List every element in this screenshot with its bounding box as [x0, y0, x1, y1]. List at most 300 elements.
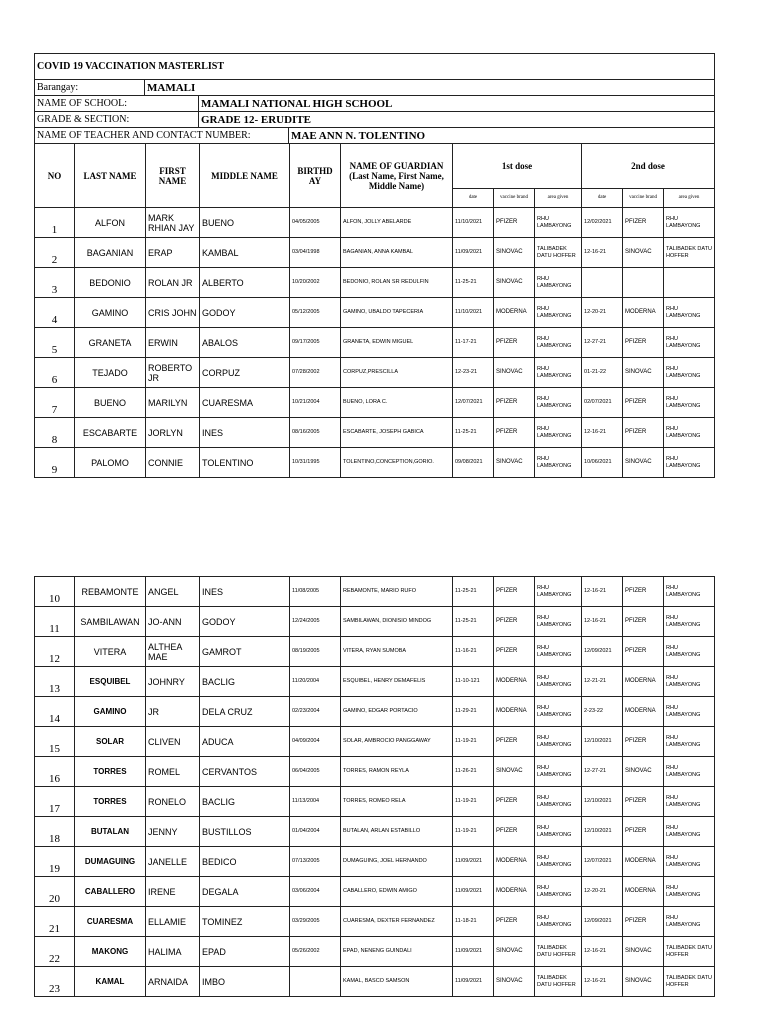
table-row — [35, 757, 715, 787]
guardian-name: CABALLERO, EDWIN AMIGO — [341, 877, 453, 907]
dose2-brand: PFIZER — [623, 787, 664, 817]
guardian-name: CUARESMA, DEXTER FERNANDEZ — [341, 907, 453, 937]
table-row — [35, 967, 715, 997]
table-row — [35, 787, 715, 817]
last-name: TEJADO — [75, 358, 146, 388]
birthday: 07/28/2002 — [290, 358, 341, 388]
row-number: 18 — [35, 817, 75, 847]
middle-name: ABALOS — [200, 328, 290, 358]
dose2-date: 12-16-21 — [582, 577, 623, 607]
table-row — [35, 418, 715, 448]
first-name: MARK RHIAN JAY — [146, 208, 200, 238]
dose2-date: 12/10/2021 — [582, 727, 623, 757]
first-name: JO-ANN — [146, 607, 200, 637]
dose1-date: 11-25-21 — [453, 607, 494, 637]
dose2-brand: SINOVAC — [623, 238, 664, 268]
dose2-brand: MODERNA — [623, 667, 664, 697]
dose2-area: TALIBADEK DATU HOFFER — [664, 967, 715, 997]
dose1-brand: SINOVAC — [494, 268, 535, 298]
guardian-name: TORRES, RAMON REYLA — [341, 757, 453, 787]
first-name: ANGEL — [146, 577, 200, 607]
dose1-area: TALIBADEK DATU HOFFER — [535, 238, 582, 268]
table-row — [35, 877, 715, 907]
col-guardian: NAME OF GUARDIAN (Last Name, First Name, Middle Name) — [341, 144, 453, 208]
dose1-brand: PFIZER — [494, 418, 535, 448]
document-title: COVID 19 VACCINATION MASTERLIST — [35, 54, 715, 80]
dose2-area: RHU LAMBAYONG — [664, 697, 715, 727]
dose1-date: 11-18-21 — [453, 907, 494, 937]
guardian-name: GRANETA, EDWIN MIGUEL — [341, 328, 453, 358]
row-number: 16 — [35, 757, 75, 787]
table-row — [35, 388, 715, 418]
col-birthday: BIRTHD AY — [290, 144, 341, 208]
masterlist-table-2 — [34, 576, 715, 997]
dose1-brand: PFIZER — [494, 607, 535, 637]
guardian-name: ALFON, JOLLY ABELARDE — [341, 208, 453, 238]
birthday: 06/04/2005 — [290, 757, 341, 787]
dose1-date: 11/09/2021 — [453, 937, 494, 967]
birthday: 12/24/2005 — [290, 607, 341, 637]
row-number: 22 — [35, 937, 75, 967]
dose1-date: 11-25-21 — [453, 418, 494, 448]
col-dose2-area: area given — [664, 189, 715, 208]
guardian-name: TOLENTINO,CONCEPTION,GORIO. — [341, 448, 453, 478]
table-row — [35, 607, 715, 637]
dose2-brand: PFIZER — [623, 208, 664, 238]
last-name: SOLAR — [75, 727, 146, 757]
col-dose2-brand: vaccine brand — [623, 189, 664, 208]
last-name: TORRES — [75, 787, 146, 817]
guardian-name: KAMAL, BASCO SAMSON — [341, 967, 453, 997]
first-name: ROLAN JR — [146, 268, 200, 298]
first-name: HALIMA — [146, 937, 200, 967]
dose1-brand: SINOVAC — [494, 448, 535, 478]
birthday: 04/09/2004 — [290, 727, 341, 757]
dose2-area: RHU LAMBAYONG — [664, 607, 715, 637]
dose2-date: 12-20-21 — [582, 877, 623, 907]
middle-name: BUSTILLOS — [200, 817, 290, 847]
birthday: 04/05/2005 — [290, 208, 341, 238]
guardian-name: GAMINO, UBALDO TAPECERIA — [341, 298, 453, 328]
teacher-value: MAE ANN N. TOLENTINO — [289, 128, 715, 144]
dose1-date: 11/09/2021 — [453, 238, 494, 268]
barangay-value: MAMALI — [145, 80, 715, 96]
row-number: 12 — [35, 637, 75, 667]
grade-label: GRADE & SECTION: — [35, 112, 199, 128]
col-no: NO — [35, 144, 75, 208]
dose2-area: RHU LAMBAYONG — [664, 328, 715, 358]
last-name: CABALLERO — [75, 877, 146, 907]
table-row — [35, 328, 715, 358]
last-name: REBAMONTE — [75, 577, 146, 607]
dose2-brand: PFIZER — [623, 727, 664, 757]
middle-name: TOMINEZ — [200, 907, 290, 937]
first-name: CONNIE — [146, 448, 200, 478]
guardian-name: EPAD, NENENG GUINDALI — [341, 937, 453, 967]
dose1-area: RHU LAMBAYONG — [535, 727, 582, 757]
dose1-area: RHU LAMBAYONG — [535, 667, 582, 697]
birthday — [290, 967, 341, 997]
dose2-area: RHU LAMBAYONG — [664, 448, 715, 478]
guardian-name: BUENO, LORA C. — [341, 388, 453, 418]
birthday: 01/04/2004 — [290, 817, 341, 847]
row-number: 2 — [35, 238, 75, 268]
dose1-area: RHU LAMBAYONG — [535, 577, 582, 607]
guardian-name: SOLAR, AMBROCIO PANGGAWAY — [341, 727, 453, 757]
dose1-area: RHU LAMBAYONG — [535, 268, 582, 298]
dose1-brand: MODERNA — [494, 847, 535, 877]
dose1-area: RHU LAMBAYONG — [535, 907, 582, 937]
birthday: 09/17/2005 — [290, 328, 341, 358]
middle-name: CERVANTOS — [200, 757, 290, 787]
middle-name: INES — [200, 577, 290, 607]
dose2-area: RHU LAMBAYONG — [664, 298, 715, 328]
header-table — [34, 53, 715, 144]
first-name: ARNAIDA — [146, 967, 200, 997]
dose2-area: RHU LAMBAYONG — [664, 877, 715, 907]
middle-name: DELA CRUZ — [200, 697, 290, 727]
last-name: DUMAGUING — [75, 847, 146, 877]
dose1-date: 11-26-21 — [453, 757, 494, 787]
last-name: ESQUIBEL — [75, 667, 146, 697]
middle-name: ALBERTO — [200, 268, 290, 298]
last-name: CUARESMA — [75, 907, 146, 937]
last-name: TORRES — [75, 757, 146, 787]
guardian-name: DUMAGUING, JOEL HERNANDO — [341, 847, 453, 877]
birthday: 10/20/2002 — [290, 268, 341, 298]
guardian-name: REBAMONTE, MARIO RUFO — [341, 577, 453, 607]
row-number: 7 — [35, 388, 75, 418]
guardian-name: BEDONIO, ROLAN SR REDULFIN — [341, 268, 453, 298]
dose1-brand: MODERNA — [494, 667, 535, 697]
col-dose1-date: date — [453, 189, 494, 208]
first-name: JANELLE — [146, 847, 200, 877]
first-name: JR — [146, 697, 200, 727]
birthday: 10/21/2004 — [290, 388, 341, 418]
dose1-brand: SINOVAC — [494, 937, 535, 967]
dose2-date: 12/07/2021 — [582, 847, 623, 877]
row-number: 5 — [35, 328, 75, 358]
dose1-area: RHU LAMBAYONG — [535, 298, 582, 328]
last-name: BEDONIO — [75, 268, 146, 298]
guardian-name: TORRES, ROMEO RELA — [341, 787, 453, 817]
dose2-brand — [623, 268, 664, 298]
dose1-area: TALIBADEK DATU HOFFER — [535, 937, 582, 967]
dose1-brand: MODERNA — [494, 877, 535, 907]
table-row — [35, 577, 715, 607]
col-first-name: FIRST NAME — [146, 144, 200, 208]
guardian-name: CORPUZ,PRESCILLA — [341, 358, 453, 388]
dose1-area: RHU LAMBAYONG — [535, 418, 582, 448]
row-number: 17 — [35, 787, 75, 817]
dose2-brand: SINOVAC — [623, 448, 664, 478]
dose1-date: 11-29-21 — [453, 697, 494, 727]
dose2-date: 02/07/2021 — [582, 388, 623, 418]
middle-name: BUENO — [200, 208, 290, 238]
dose1-date: 11-25-21 — [453, 268, 494, 298]
dose1-brand: PFIZER — [494, 328, 535, 358]
row-number: 14 — [35, 697, 75, 727]
dose1-date: 11/10/2021 — [453, 208, 494, 238]
dose1-area: RHU LAMBAYONG — [535, 607, 582, 637]
dose2-area: RHU LAMBAYONG — [664, 418, 715, 448]
dose1-area: RHU LAMBAYONG — [535, 877, 582, 907]
col-first-dose: 1st dose — [453, 144, 582, 189]
first-name: JOHNRY — [146, 667, 200, 697]
first-name: ELLAMIE — [146, 907, 200, 937]
first-name: CRIS JOHN — [146, 298, 200, 328]
dose2-area: RHU LAMBAYONG — [664, 388, 715, 418]
dose1-brand: PFIZER — [494, 907, 535, 937]
dose1-area: RHU LAMBAYONG — [535, 388, 582, 418]
row-number: 4 — [35, 298, 75, 328]
dose2-brand: SINOVAC — [623, 358, 664, 388]
middle-name: IMBO — [200, 967, 290, 997]
dose1-date: 11-16-21 — [453, 637, 494, 667]
dose2-date: 12-21-21 — [582, 667, 623, 697]
guardian-name: SAMBILAWAN, DIONISIO MINDOG — [341, 607, 453, 637]
dose1-date: 11-19-21 — [453, 727, 494, 757]
dose1-brand: PFIZER — [494, 817, 535, 847]
dose1-area: RHU LAMBAYONG — [535, 787, 582, 817]
col-dose1-brand: vaccine brand — [494, 189, 535, 208]
first-name: JORLYN — [146, 418, 200, 448]
dose2-date: 12-16-21 — [582, 937, 623, 967]
table-row — [35, 358, 715, 388]
first-name: ERAP — [146, 238, 200, 268]
last-name: VITERA — [75, 637, 146, 667]
dose1-date: 11/10/2021 — [453, 298, 494, 328]
dose2-area: TALIBADEK DATU HOFFER — [664, 937, 715, 967]
guardian-name: GAMINO, EDGAR PORTACIO — [341, 697, 453, 727]
dose2-date: 12-16-21 — [582, 418, 623, 448]
dose1-brand: SINOVAC — [494, 757, 535, 787]
row-number: 6 — [35, 358, 75, 388]
middle-name: BACLIG — [200, 787, 290, 817]
table-row — [35, 727, 715, 757]
dose2-date: 12-16-21 — [582, 967, 623, 997]
row-number: 23 — [35, 967, 75, 997]
first-name: CLIVEN — [146, 727, 200, 757]
last-name: MAKONG — [75, 937, 146, 967]
table-row — [35, 697, 715, 727]
dose2-area: RHU LAMBAYONG — [664, 577, 715, 607]
middle-name: CORPUZ — [200, 358, 290, 388]
dose1-area: RHU LAMBAYONG — [535, 817, 582, 847]
masterlist-body-2 — [35, 577, 715, 997]
dose2-date: 12/10/2021 — [582, 787, 623, 817]
col-second-dose: 2nd dose — [582, 144, 715, 189]
row-number: 21 — [35, 907, 75, 937]
birthday: 11/08/2005 — [290, 577, 341, 607]
dose2-date: 12/10/2021 — [582, 817, 623, 847]
first-name: ALTHEA MAE — [146, 637, 200, 667]
middle-name: GODOY — [200, 298, 290, 328]
table-row — [35, 907, 715, 937]
dose1-date: 11-17-21 — [453, 328, 494, 358]
first-name: ERWIN — [146, 328, 200, 358]
middle-name: DEGALA — [200, 877, 290, 907]
middle-name: EPAD — [200, 937, 290, 967]
dose2-area: RHU LAMBAYONG — [664, 637, 715, 667]
dose2-area: RHU LAMBAYONG — [664, 727, 715, 757]
dose2-brand: MODERNA — [623, 298, 664, 328]
middle-name: GODOY — [200, 607, 290, 637]
dose1-area: RHU LAMBAYONG — [535, 208, 582, 238]
dose1-date: 12-23-21 — [453, 358, 494, 388]
dose1-brand: MODERNA — [494, 298, 535, 328]
last-name: BUTALAN — [75, 817, 146, 847]
first-name: IRENE — [146, 877, 200, 907]
birthday: 03/29/2005 — [290, 907, 341, 937]
col-last-name: LAST NAME — [75, 144, 146, 208]
last-name: ESCABARTE — [75, 418, 146, 448]
dose1-brand: PFIZER — [494, 577, 535, 607]
birthday: 08/19/2005 — [290, 637, 341, 667]
middle-name: BEDICO — [200, 847, 290, 877]
birthday: 03/04/1998 — [290, 238, 341, 268]
table-row — [35, 847, 715, 877]
dose1-brand: PFIZER — [494, 208, 535, 238]
dose2-brand: PFIZER — [623, 388, 664, 418]
dose1-brand: SINOVAC — [494, 358, 535, 388]
masterlist-body-1 — [35, 208, 715, 478]
row-number: 15 — [35, 727, 75, 757]
row-number: 3 — [35, 268, 75, 298]
grade-value: GRADE 12- ERUDITE — [199, 112, 715, 128]
birthday: 03/06/2004 — [290, 877, 341, 907]
dose1-area: RHU LAMBAYONG — [535, 328, 582, 358]
table-row — [35, 817, 715, 847]
dose1-area: RHU LAMBAYONG — [535, 448, 582, 478]
birthday: 08/16/2005 — [290, 418, 341, 448]
dose1-brand: PFIZER — [494, 388, 535, 418]
dose2-brand: SINOVAC — [623, 757, 664, 787]
school-label: NAME OF SCHOOL: — [35, 96, 199, 112]
teacher-label: NAME OF TEACHER AND CONTACT NUMBER: — [35, 128, 289, 144]
middle-name: GAMROT — [200, 637, 290, 667]
dose2-brand: SINOVAC — [623, 967, 664, 997]
table-row — [35, 298, 715, 328]
birthday: 11/13/2004 — [290, 787, 341, 817]
row-number: 20 — [35, 877, 75, 907]
dose2-date: 01-21-22 — [582, 358, 623, 388]
last-name: BUENO — [75, 388, 146, 418]
middle-name: KAMBAL — [200, 238, 290, 268]
dose1-brand: MODERNA — [494, 697, 535, 727]
guardian-name: ESCABARTE, JOSEPH GABICA — [341, 418, 453, 448]
dose2-brand: PFIZER — [623, 907, 664, 937]
dose2-date — [582, 268, 623, 298]
dose2-date: 12/02/2021 — [582, 208, 623, 238]
table-row — [35, 637, 715, 667]
guardian-name: BUTALAN, ARLAN ESTABILLO — [341, 817, 453, 847]
row-number: 11 — [35, 607, 75, 637]
dose2-brand: PFIZER — [623, 418, 664, 448]
last-name: GRANETA — [75, 328, 146, 358]
dose2-area: RHU LAMBAYONG — [664, 847, 715, 877]
dose2-brand: PFIZER — [623, 328, 664, 358]
dose1-date: 11-19-21 — [453, 817, 494, 847]
middle-name: TOLENTINO — [200, 448, 290, 478]
table-row — [35, 208, 715, 238]
dose1-date: 11/09/2021 — [453, 877, 494, 907]
school-value: MAMALI NATIONAL HIGH SCHOOL — [199, 96, 715, 112]
dose2-area: RHU LAMBAYONG — [664, 667, 715, 697]
dose1-date: 11-19-21 — [453, 787, 494, 817]
birthday: 05/12/2005 — [290, 298, 341, 328]
dose1-brand: PFIZER — [494, 637, 535, 667]
birthday: 11/20/2004 — [290, 667, 341, 697]
dose1-brand: SINOVAC — [494, 238, 535, 268]
dose2-date: 12/09/2021 — [582, 907, 623, 937]
masterlist-table-1 — [34, 143, 715, 478]
dose2-area — [664, 268, 715, 298]
birthday: 07/13/2005 — [290, 847, 341, 877]
dose2-date: 10/06/2021 — [582, 448, 623, 478]
dose2-brand: MODERNA — [623, 877, 664, 907]
dose2-area: RHU LAMBAYONG — [664, 358, 715, 388]
last-name: PALOMO — [75, 448, 146, 478]
last-name: ALFON — [75, 208, 146, 238]
dose2-brand: PFIZER — [623, 577, 664, 607]
dose2-date: 12-16-21 — [582, 238, 623, 268]
row-number: 1 — [35, 208, 75, 238]
col-dose2-date: date — [582, 189, 623, 208]
dose2-area: RHU LAMBAYONG — [664, 907, 715, 937]
birthday: 05/26/2002 — [290, 937, 341, 967]
dose1-date: 12/07/2021 — [453, 388, 494, 418]
birthday: 10/31/1995 — [290, 448, 341, 478]
dose2-area: RHU LAMBAYONG — [664, 208, 715, 238]
dose2-brand: SINOVAC — [623, 937, 664, 967]
dose1-area: RHU LAMBAYONG — [535, 637, 582, 667]
dose1-brand: SINOVAC — [494, 967, 535, 997]
middle-name: ADUCA — [200, 727, 290, 757]
dose2-brand: MODERNA — [623, 697, 664, 727]
table-row — [35, 937, 715, 967]
first-name: ROBERTO JR — [146, 358, 200, 388]
dose1-area: RHU LAMBAYONG — [535, 757, 582, 787]
last-name: KAMAL — [75, 967, 146, 997]
row-number: 13 — [35, 667, 75, 697]
middle-name: BACLIG — [200, 667, 290, 697]
table-row — [35, 238, 715, 268]
col-middle-name: MIDDLE NAME — [200, 144, 290, 208]
dose2-brand: PFIZER — [623, 817, 664, 847]
dose2-brand: PFIZER — [623, 637, 664, 667]
row-number: 9 — [35, 448, 75, 478]
last-name: SAMBILAWAN — [75, 607, 146, 637]
dose2-brand: PFIZER — [623, 607, 664, 637]
first-name: JENNY — [146, 817, 200, 847]
dose1-date: 11-10-121 — [453, 667, 494, 697]
guardian-name: VITERA, RYAN SUMOBA — [341, 637, 453, 667]
table-row — [35, 268, 715, 298]
dose2-date: 12-16-21 — [582, 607, 623, 637]
first-name: RONELO — [146, 787, 200, 817]
birthday: 02/23/2004 — [290, 697, 341, 727]
table-row — [35, 448, 715, 478]
row-number: 19 — [35, 847, 75, 877]
dose1-area: RHU LAMBAYONG — [535, 358, 582, 388]
dose2-date: 12-27-21 — [582, 757, 623, 787]
barangay-label: Barangay: — [35, 80, 145, 96]
dose2-date: 12-20-21 — [582, 298, 623, 328]
row-number: 8 — [35, 418, 75, 448]
dose2-date: 12-27-21 — [582, 328, 623, 358]
dose2-area: TALIBADEK DATU HOFFER — [664, 238, 715, 268]
